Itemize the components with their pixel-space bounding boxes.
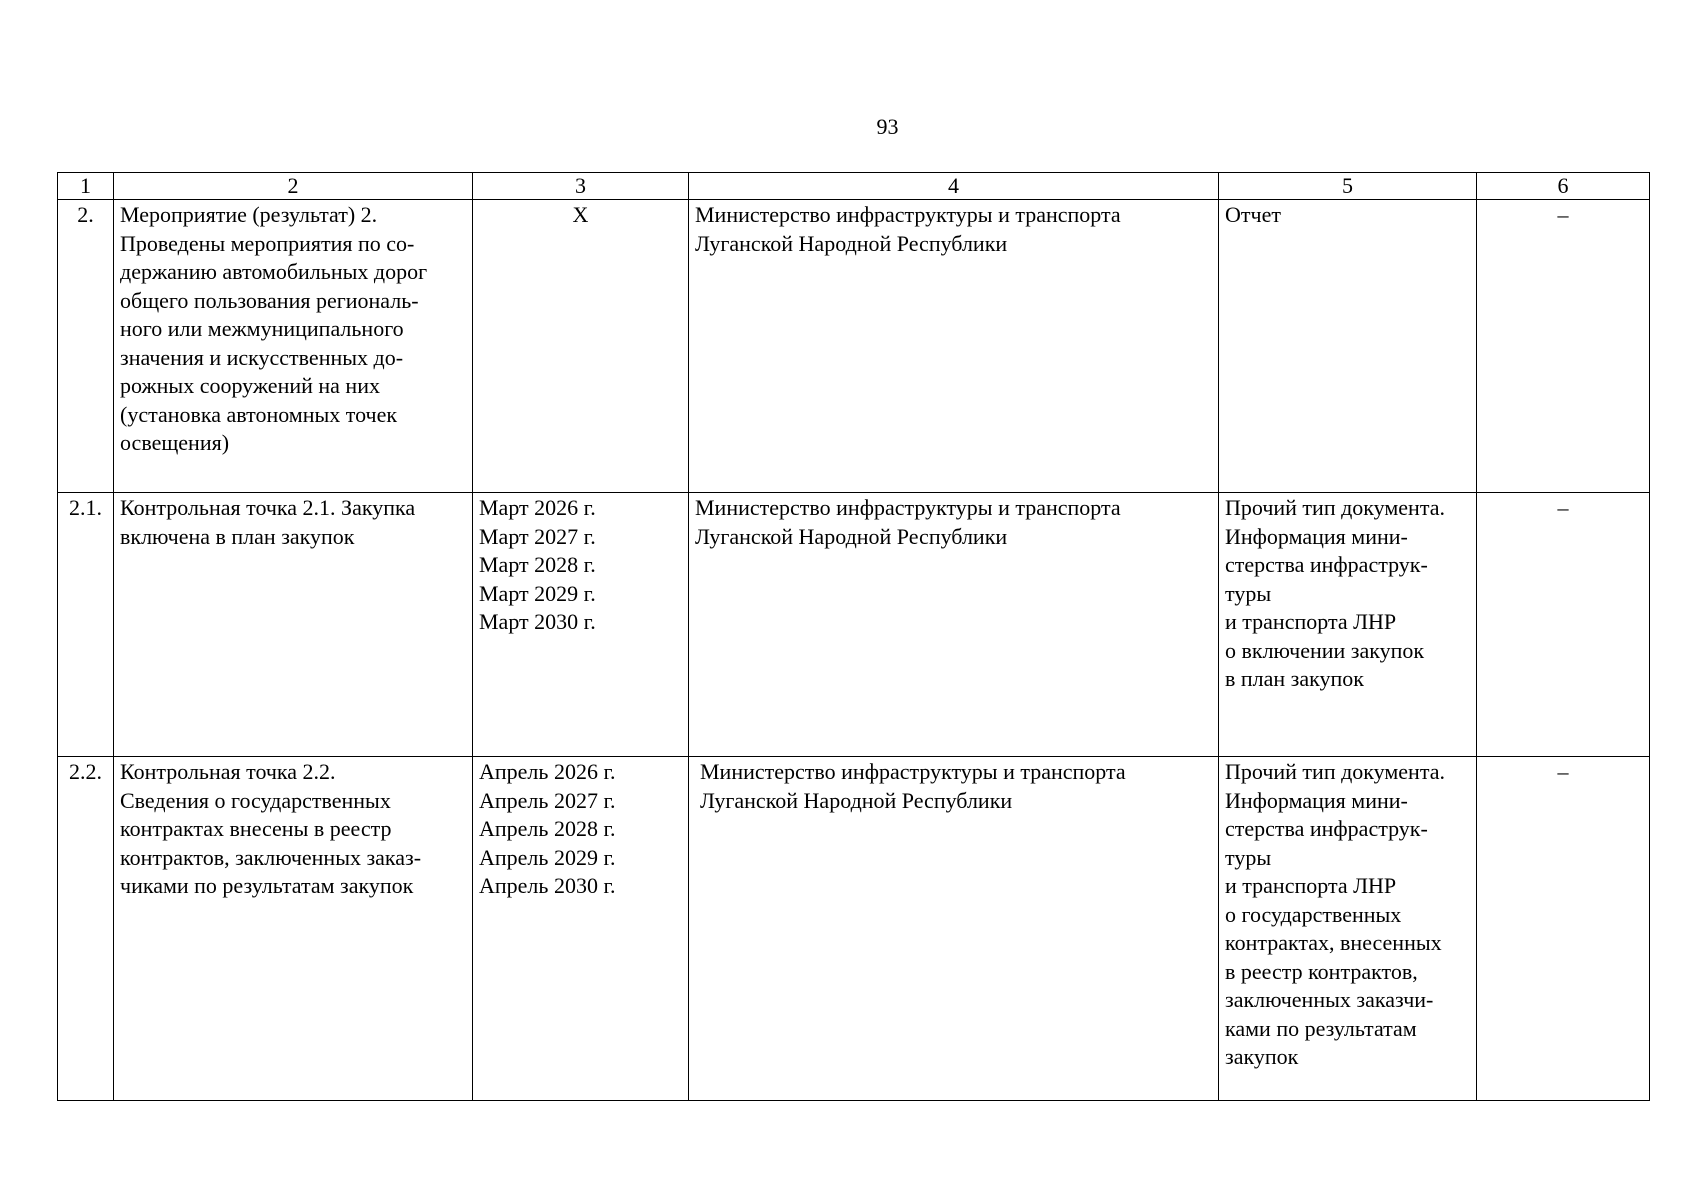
confirming-document: Прочий тип документа. Информация мини- стерства инфраструк- туры и транспорта ЛНР о государственных контрактах, внесенных в реестр контрактов, заключенных заказчи- ками по результатам закупок [1219,757,1477,1101]
row-number: 2.2. [58,757,114,1101]
responsible-body: Министерство инфраструктуры и транспорта Луганской Народной Республики [689,757,1219,1101]
row-number: 2. [58,200,114,493]
header-cell: 1 [58,173,114,200]
header-cell: 3 [473,173,689,200]
event-dates: Март 2026 г. Март 2027 г. Март 2028 г. Март 2029 г. Март 2030 г. [473,493,689,757]
responsible-body: Министерство инфраструктуры и транспорта Луганской Народной Республики [689,493,1219,757]
header-cell: 4 [689,173,1219,200]
event-name: Контрольная точка 2.1. Закупка включена в план закупок [114,493,473,757]
page-number: 93 [876,114,899,139]
column-6-value: – [1477,757,1650,1101]
header-cell: 2 [114,173,473,200]
row-number: 2.1. [58,493,114,757]
column-6-value: – [1477,200,1650,493]
table-row [58,200,1650,493]
schedule-table [57,172,1650,1101]
table-header-row [58,173,1650,200]
column-6-value: – [1477,493,1650,757]
confirming-document: Отчет [1219,200,1477,493]
table-row [58,493,1650,757]
confirming-document: Прочий тип документа. Информация мини- стерства инфраструк- туры и транспорта ЛНР о включении закупок в план закупок [1219,493,1477,757]
event-name: Контрольная точка 2.2. Сведения о государственных контрактах внесены в реестр контрактов, заключенных заказ- чиками по результатам закупок [114,757,473,1101]
event-dates: X [473,200,689,493]
event-dates: Апрель 2026 г. Апрель 2027 г. Апрель 2028 г. Апрель 2029 г. Апрель 2030 г. [473,757,689,1101]
responsible-body: Министерство инфраструктуры и транспорта Луганской Народной Республики [689,200,1219,493]
header-cell: 6 [1477,173,1650,200]
table-row [58,757,1650,1101]
event-name: Мероприятие (результат) 2. Проведены мероприятия по со- держанию автомобильных дорог общего пользования региональ- ного или межмуниципального значения и искусственных до- рожных сооружений на них (установка автономных точек освещения) [114,200,473,493]
header-cell: 5 [1219,173,1477,200]
